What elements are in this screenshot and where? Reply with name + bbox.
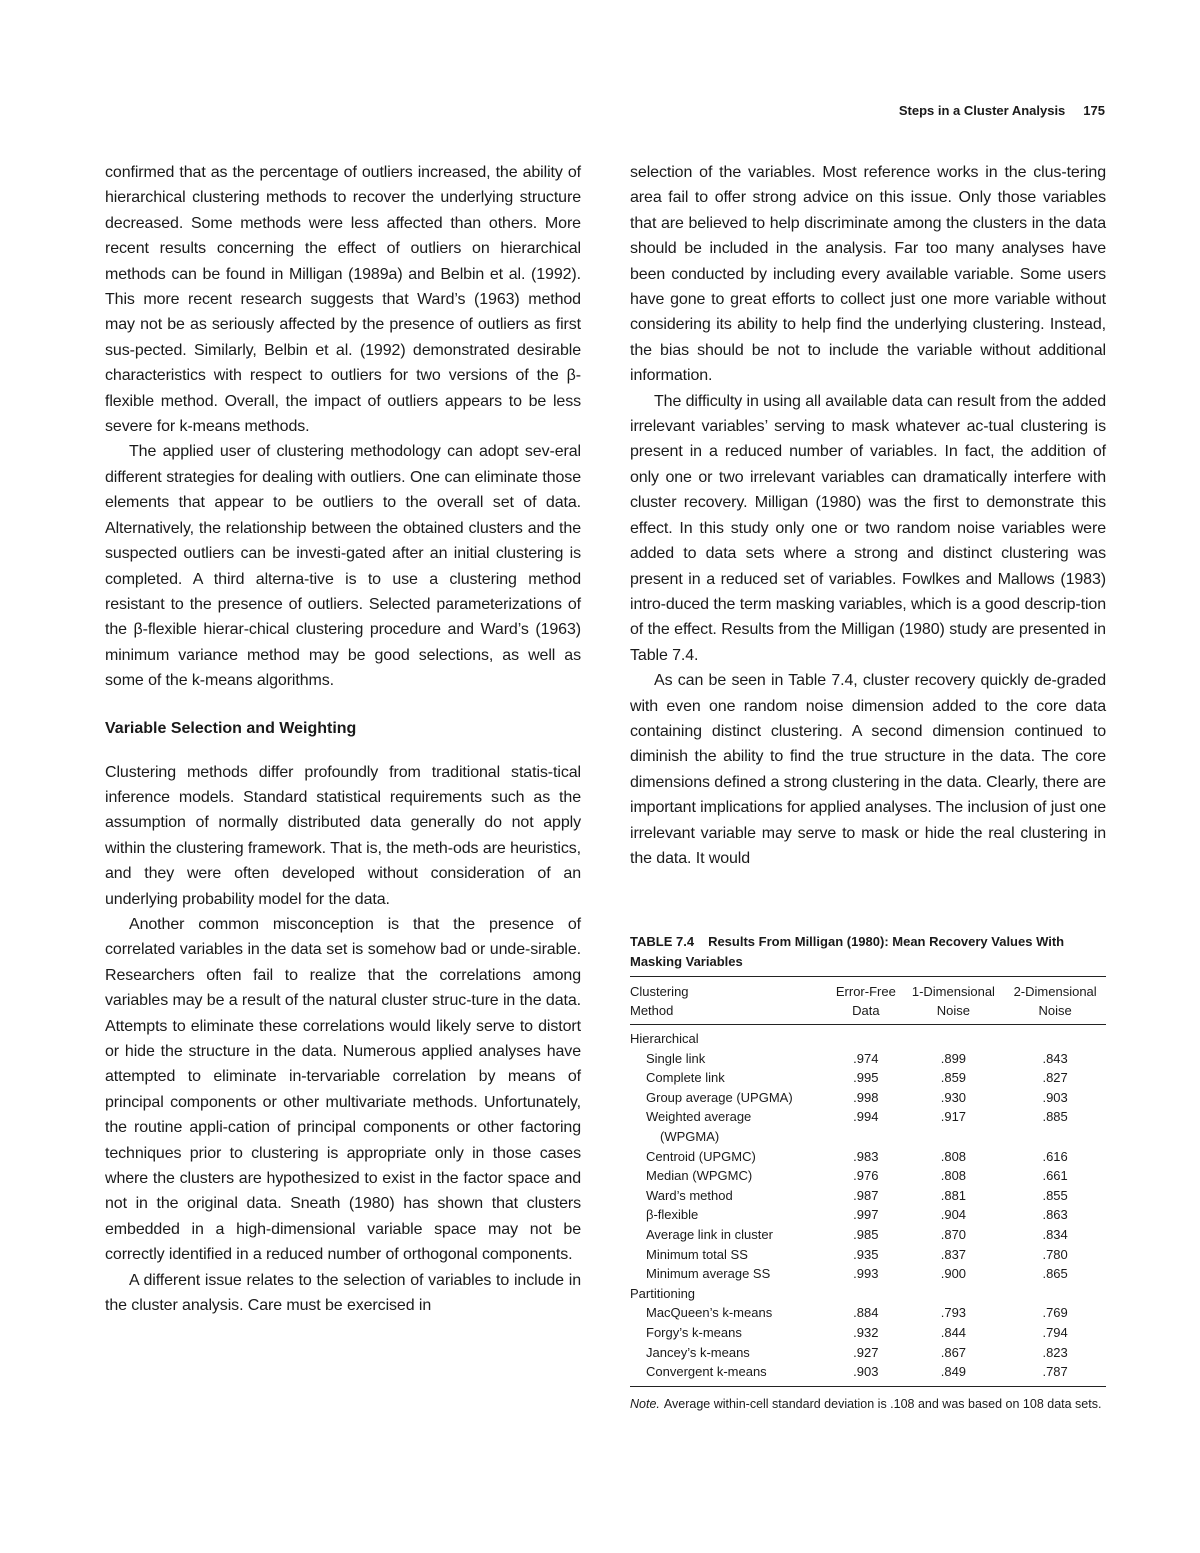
- table-note: [630, 1395, 1106, 1414]
- paragraph: The applied user of clustering methodology can adopt sev-eral different strategies for dealing with outliers. One can eliminate those elements that appear to be outliers to the overall set of data. Alternatively, the relationship between the obtained clusters and the suspected outliers can be investi-gated after an initial clustering is completed. A third alterna-tive is to use a clustering method resistant to the presence of outliers. Selected parameterizations of the β-flexible hierar-chical clustering procedure and Ward’s (1963) minimum variance method may be good selections, as well as some of the k-means algorithms.: [105, 443, 581, 690]
- paragraph: Clustering methods differ profoundly from traditional statis-tical inference models. Standard statistical requirements such as the assumption of normally distributed data generally do not apply within the clustering framework. That is, the meth-ods are heuristics, and they were often developed without consideration of an underlying probability model for the data.: [105, 763, 581, 908]
- column-header: Data: [829, 1001, 902, 1025]
- paragraph: As can be seen in Table 7.4, cluster recovery quickly de-graded with even one random noise dimension added to the core data containing distinct clustering. A second dimension continued to diminish the ability to find the true structure in the data. The core dimensions defined a strong clustering in the data. Clearly, there are important implications for applied analyses. The inclusion of just one irrelevant variable may serve to mask or hide the real clustering in the data. It would: [630, 672, 1106, 867]
- table-row: Median (WPGMC) .976 .808 .661: [646, 1168, 1068, 1184]
- column-header: 1-Dimensional: [903, 977, 1005, 1002]
- left-column: [105, 160, 581, 1318]
- table-row: Jancey’s k-means .927 .867 .823: [646, 1344, 1068, 1360]
- table-body: [630, 1025, 1106, 1387]
- group-label: Hierarchical: [630, 1031, 699, 1046]
- table-row: Weighted average .994 .917 .885: [646, 1109, 1068, 1125]
- column-header: Noise: [1004, 1001, 1106, 1025]
- table-caption: [630, 932, 1106, 972]
- right-column: [630, 160, 1106, 871]
- table-row: MacQueen’s k-means .884 .793 .769: [646, 1305, 1068, 1321]
- paragraph: The difficulty in using all available data can result from the added irrelevant variables’ serving to mask whatever ac-tual clustering is present in a reduced number of variables. In fact, the addition of only one or two irrelevant variables can dramatically interfere with cluster recovery. Milligan (1980) was the first to demonstrate this effect. In this study only one or two random noise variables were added to data sets where a strong and distinct clustering was present in a reduced set of variables. Fowlkes and Mallows (1983) intro-duced the term masking variables, which is a good descrip-tion of the effect. Results from the Milligan (1980) study are presented in Table 7.4.: [630, 392, 1106, 664]
- table-row: Complete link .995 .859 .827: [646, 1070, 1068, 1086]
- results-table: [630, 976, 1106, 1387]
- running-head: [630, 103, 1105, 118]
- table-row: Convergent k-means .903 .849 .787: [630, 1362, 1106, 1386]
- column-header: 2-Dimensional: [1004, 977, 1106, 1002]
- paragraph: Another common misconception is that the presence of correlated variables in the data set is somehow bad or unde-sirable. Researchers often fail to realize that the correlations among variables may be a result of the natural cluster struc-ture in the data. Attempts to eliminate these correlations would likely serve to distort or hide the structure in the data. Numerous applied analyses have attempted to eliminate in-tervariable correlation by means of principal components or other multivariate methods. Unfortunately, the routine appli-cation of principal components or other factoring techniques prior to clustering is appropriate only in those cases where the clusters are hypothesized to exist in the factor space and not in the original data. Sneath (1980) has shown that clusters embedded in a high-dimensional variable space may not be correctly identified in a reduced number of orthogonal components.: [105, 915, 581, 1264]
- section-heading: Variable Selection and Weighting: [105, 719, 357, 737]
- group-label: Partitioning: [630, 1285, 696, 1301]
- table-row: Group average (UPGMA) .998 .930 .903: [646, 1089, 1068, 1105]
- note-label: Note.: [630, 1396, 660, 1411]
- running-head-title: Steps in a Cluster Analysis: [898, 103, 1066, 118]
- page-number: 175: [1083, 103, 1105, 118]
- column-header: Error-Free: [829, 977, 902, 1002]
- note-text: Average within-cell standard deviation is .108 and was based on 108 data sets.: [663, 1396, 1102, 1411]
- paragraph: confirmed that as the percentage of outliers increased, the ability of hierarchical clustering methods to recover the underlying structure decreased. Some methods were less affected than others. More recent results concerning the effect of outliers on hierarchical methods can be found in Milligan (1989a) and Belbin et al. (1992). This more recent research suggests that Ward’s (1963) method may not be as seriously affected by the presence of outliers as first sus-pected. Similarly, Belbin et al. (1992) demonstrated desirable characteristics with respect to outliers for two versions of the β-flexible method. Overall, the impact of outliers appears to be less severe for k-means methods.: [105, 164, 581, 436]
- table-row: β-flexible .997 .904 .863: [646, 1207, 1068, 1223]
- table-row: Minimum average SS .993 .900 .865: [646, 1266, 1068, 1282]
- paragraph: selection of the variables. Most reference works in the clus-tering area fail to offer strong advice on this issue. Only those variables that are believed to help discriminate among the clusters in the data should be included in the analysis. Far too many analyses have been conducted by including every available variable. Some users have gone to great efforts to collect just one more variable without considering its ability to help find the underlying clustering. Instead, the bias should be not to include the variable without additional information.: [630, 164, 1106, 385]
- table-row: Single link .974 .899 .843: [646, 1050, 1068, 1066]
- table-row: (WPGMA): [660, 1128, 720, 1144]
- paragraph: A different issue relates to the selection of variables to include in the cluster analysis. Care must be exercised in: [105, 1271, 581, 1315]
- table-7-4: [630, 932, 1106, 1414]
- table-row: Centroid (UPGMC) .983 .808 .616: [646, 1148, 1068, 1164]
- column-header: Method: [630, 1001, 829, 1025]
- column-header: Clustering: [630, 977, 829, 1002]
- table-row: Average link in cluster .985 .870 .834: [646, 1226, 1068, 1242]
- column-header: Noise: [903, 1001, 1005, 1025]
- table-row: Forgy’s k-means .932 .844 .794: [646, 1324, 1068, 1340]
- table-title: Results From Milligan (1980): Mean Recovery Values With Masking Variables: [630, 934, 1065, 969]
- table-row: Minimum total SS .935 .837 .780: [646, 1246, 1068, 1262]
- table-label: TABLE 7.4: [630, 934, 695, 949]
- table-row: Ward’s method .987 .881 .855: [646, 1187, 1068, 1203]
